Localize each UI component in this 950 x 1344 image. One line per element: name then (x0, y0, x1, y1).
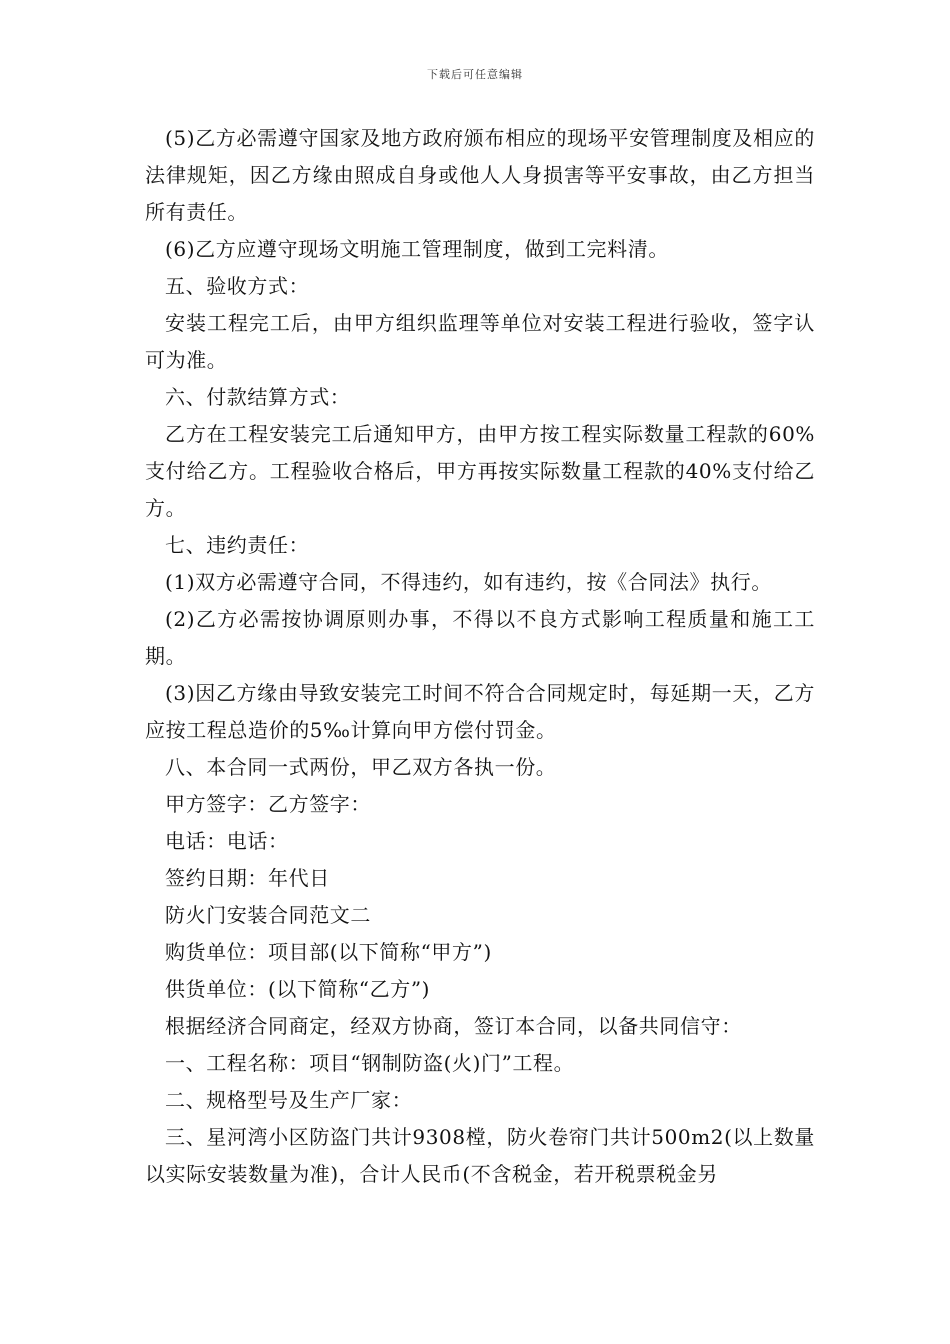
document-body (145, 120, 815, 1193)
paragraph-liability-2: (2)乙方必需按协调原则办事，不得以不良方式影响工程质量和施工工期。 (145, 607, 815, 668)
section-heading-liability: 七、违约责任： (165, 533, 310, 557)
document-subtitle: 防火门安装合同范文二 (165, 903, 371, 927)
paragraph-liability-1: (1)双方必需遵守合同，不得违约，如有违约，按《合同法》执行。 (165, 570, 772, 594)
paragraph-payment: 乙方在工程安装完工后通知甲方，由甲方按工程实际数量工程款的60%支付给乙方。工程验收合格后，甲方再按实际数量工程款的40%支付给乙方。 (145, 422, 815, 520)
paragraph-preamble: 根据经济合同商定，经双方协商，签订本合同，以备共同信守： (165, 1014, 742, 1038)
date-line: 签约日期：年代日 (165, 866, 330, 890)
paragraph-item-5: (5)乙方必需遵守国家及地方政府颁布相应的现场平安管理制度及相应的法律规矩，因乙方缘由照成自身或他人人身损害等平安事故，由乙方担当所有责任。 (145, 126, 815, 224)
section-project-name: 一、工程名称：项目“钢制防盗(火)门”工程。 (165, 1051, 575, 1075)
supplier-line: 供货单位：(以下简称“乙方”) (165, 977, 431, 1001)
section-heading-acceptance: 五、验收方式： (165, 274, 310, 298)
buyer-line: 购货单位：项目部(以下简称“甲方”) (165, 940, 492, 964)
signature-line: 甲方签字：乙方签字： (165, 792, 371, 816)
paragraph-copies: 八、本合同一式两份，甲乙双方各执一份。 (165, 755, 557, 779)
page-header: 下载后可任意编辑 (427, 68, 523, 81)
paragraph-acceptance: 安装工程完工后，由甲方组织监理等单位对安装工程进行验收，签字认可为准。 (145, 311, 815, 372)
section-heading-payment: 六、付款结算方式： (165, 385, 351, 409)
paragraph-item-6: (6)乙方应遵守现场文明施工管理制度，做到工完料清。 (165, 237, 669, 261)
section-specification: 二、规格型号及生产厂家： (165, 1088, 413, 1112)
paragraph-liability-3: (3)因乙方缘由导致安装完工时间不符合合同规定时，每延期一天，乙方应按工程总造价的5‰计算向甲方偿付罚金。 (145, 681, 815, 742)
section-quantity: 三、星河湾小区防盗门共计9308樘，防火卷帘门共计500m2(以上数量以实际安装数量为准)，合计人民币(不含税金，若开税票税金另 (145, 1125, 815, 1186)
phone-line: 电话：电话： (165, 829, 289, 853)
